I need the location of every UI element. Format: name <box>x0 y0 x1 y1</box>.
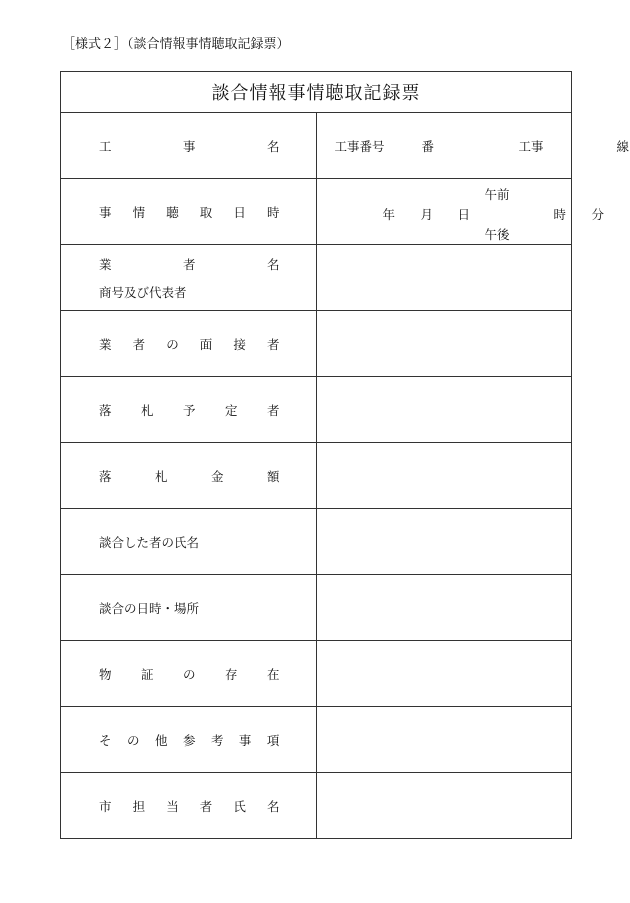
label-char: 考 <box>210 732 224 748</box>
label-collusion-place <box>61 575 317 641</box>
value-collusion-place[interactable] <box>316 575 572 641</box>
label-char: 定 <box>224 402 238 418</box>
label-char: 事 <box>99 204 112 220</box>
label-char: の <box>166 336 179 352</box>
label-other-notes <box>61 707 317 773</box>
minute-label: 分 <box>591 207 605 222</box>
ban-suffix: 番 <box>421 139 435 154</box>
hearing-record-form <box>60 71 630 839</box>
row-colluders <box>61 509 572 575</box>
label-line-2: 商号及び代表者 <box>99 284 187 300</box>
label-char: 額 <box>266 468 280 484</box>
row-project-name <box>61 113 572 179</box>
label-char: 名 <box>266 256 280 272</box>
row-contractor <box>61 245 572 311</box>
value-other-notes[interactable] <box>316 707 572 773</box>
label-char: そ <box>99 732 112 748</box>
label-char: 時 <box>266 204 280 220</box>
label-chars <box>99 335 280 353</box>
row-evidence <box>61 641 572 707</box>
label-text: 談合の日時・場所 <box>99 600 200 616</box>
label-char: 落 <box>99 468 112 484</box>
value-project-name[interactable] <box>316 113 630 179</box>
label-char: 名 <box>266 798 280 814</box>
day-label: 日 <box>457 207 471 222</box>
label-char: 業 <box>99 336 112 352</box>
label-char: 取 <box>199 204 213 220</box>
value-city-staff[interactable] <box>316 773 572 839</box>
label-char: 業 <box>99 256 112 272</box>
label-char: 者 <box>199 798 213 814</box>
label-bid-amount <box>61 443 317 509</box>
label-char: 項 <box>266 732 280 748</box>
label-char: 者 <box>266 336 280 352</box>
value-bid-amount[interactable] <box>316 443 572 509</box>
project-number-label: 工事番号 <box>334 139 385 154</box>
label-char: 存 <box>224 666 238 682</box>
value-evidence[interactable] <box>316 641 572 707</box>
label-char: 他 <box>154 732 168 748</box>
value-interviewee[interactable] <box>316 311 572 377</box>
label-char: 札 <box>154 468 168 484</box>
label-char: 事 <box>238 732 252 748</box>
label-contractor <box>61 245 317 311</box>
pm-label: 午後 <box>484 227 510 242</box>
label-char: 参 <box>182 732 196 748</box>
label-char: 落 <box>99 402 112 418</box>
label-char: 日 <box>233 204 246 220</box>
value-colluders[interactable] <box>316 509 572 575</box>
label-char: 事 <box>182 138 196 154</box>
value-expected-winner[interactable] <box>316 377 572 443</box>
label-char: 者 <box>182 256 196 272</box>
label-city-staff <box>61 773 317 839</box>
row-hearing-datetime <box>61 179 572 245</box>
label-chars <box>99 203 280 221</box>
form-code: ［様式２］（談合情報事情聴取記録票） <box>62 37 290 52</box>
label-char: 工 <box>99 138 112 154</box>
row-collusion-place <box>61 575 572 641</box>
label-char: 金 <box>210 468 224 484</box>
value-hearing-datetime[interactable] <box>316 179 605 245</box>
label-char: 当 <box>166 798 179 814</box>
label-colluders <box>61 509 317 575</box>
label-project-name <box>61 113 317 179</box>
label-char: 在 <box>266 666 280 682</box>
label-char: 者 <box>132 336 146 352</box>
row-other-notes <box>61 707 572 773</box>
label-char: 市 <box>99 798 112 814</box>
month-label: 月 <box>420 207 434 222</box>
title-row <box>61 72 572 113</box>
label-hearing-datetime <box>61 179 317 245</box>
label-expected-winner <box>61 377 317 443</box>
hour-label: 時 <box>553 207 567 222</box>
label-char: 聴 <box>166 204 179 220</box>
row-bid-amount <box>61 443 572 509</box>
label-char: 接 <box>233 336 246 352</box>
row-city-staff <box>61 773 572 839</box>
label-char: 面 <box>199 336 213 352</box>
label-char: 氏 <box>233 798 246 814</box>
label-char: 情 <box>132 204 146 220</box>
label-chars <box>99 731 280 749</box>
label-char: の <box>182 666 196 682</box>
koji-label: 工事 <box>518 139 544 154</box>
label-chars <box>99 401 280 419</box>
label-text: 談合した者の氏名 <box>99 534 200 550</box>
am-label: 午前 <box>484 187 510 202</box>
label-interviewee <box>61 311 317 377</box>
label-chars <box>99 797 280 815</box>
row-interviewee <box>61 311 572 377</box>
label-char: 札 <box>140 402 154 418</box>
label-char: 者 <box>266 402 280 418</box>
label-chars <box>99 137 280 155</box>
label-char: 予 <box>182 402 196 418</box>
sen-suffix: 線 <box>616 139 630 154</box>
label-char: 物 <box>99 666 112 682</box>
label-char: 名 <box>266 138 280 154</box>
form-title: 談合情報事情聴取記録票 <box>61 72 572 113</box>
label-two-line <box>99 255 280 301</box>
value-contractor[interactable] <box>316 245 572 311</box>
label-char: の <box>126 732 140 748</box>
label-char: 証 <box>140 666 154 682</box>
label-char: 担 <box>132 798 146 814</box>
label-chars <box>99 467 280 485</box>
label-line-1 <box>99 255 280 273</box>
label-evidence <box>61 641 317 707</box>
row-expected-winner <box>61 377 572 443</box>
label-chars <box>99 665 280 683</box>
year-label: 年 <box>382 207 396 222</box>
